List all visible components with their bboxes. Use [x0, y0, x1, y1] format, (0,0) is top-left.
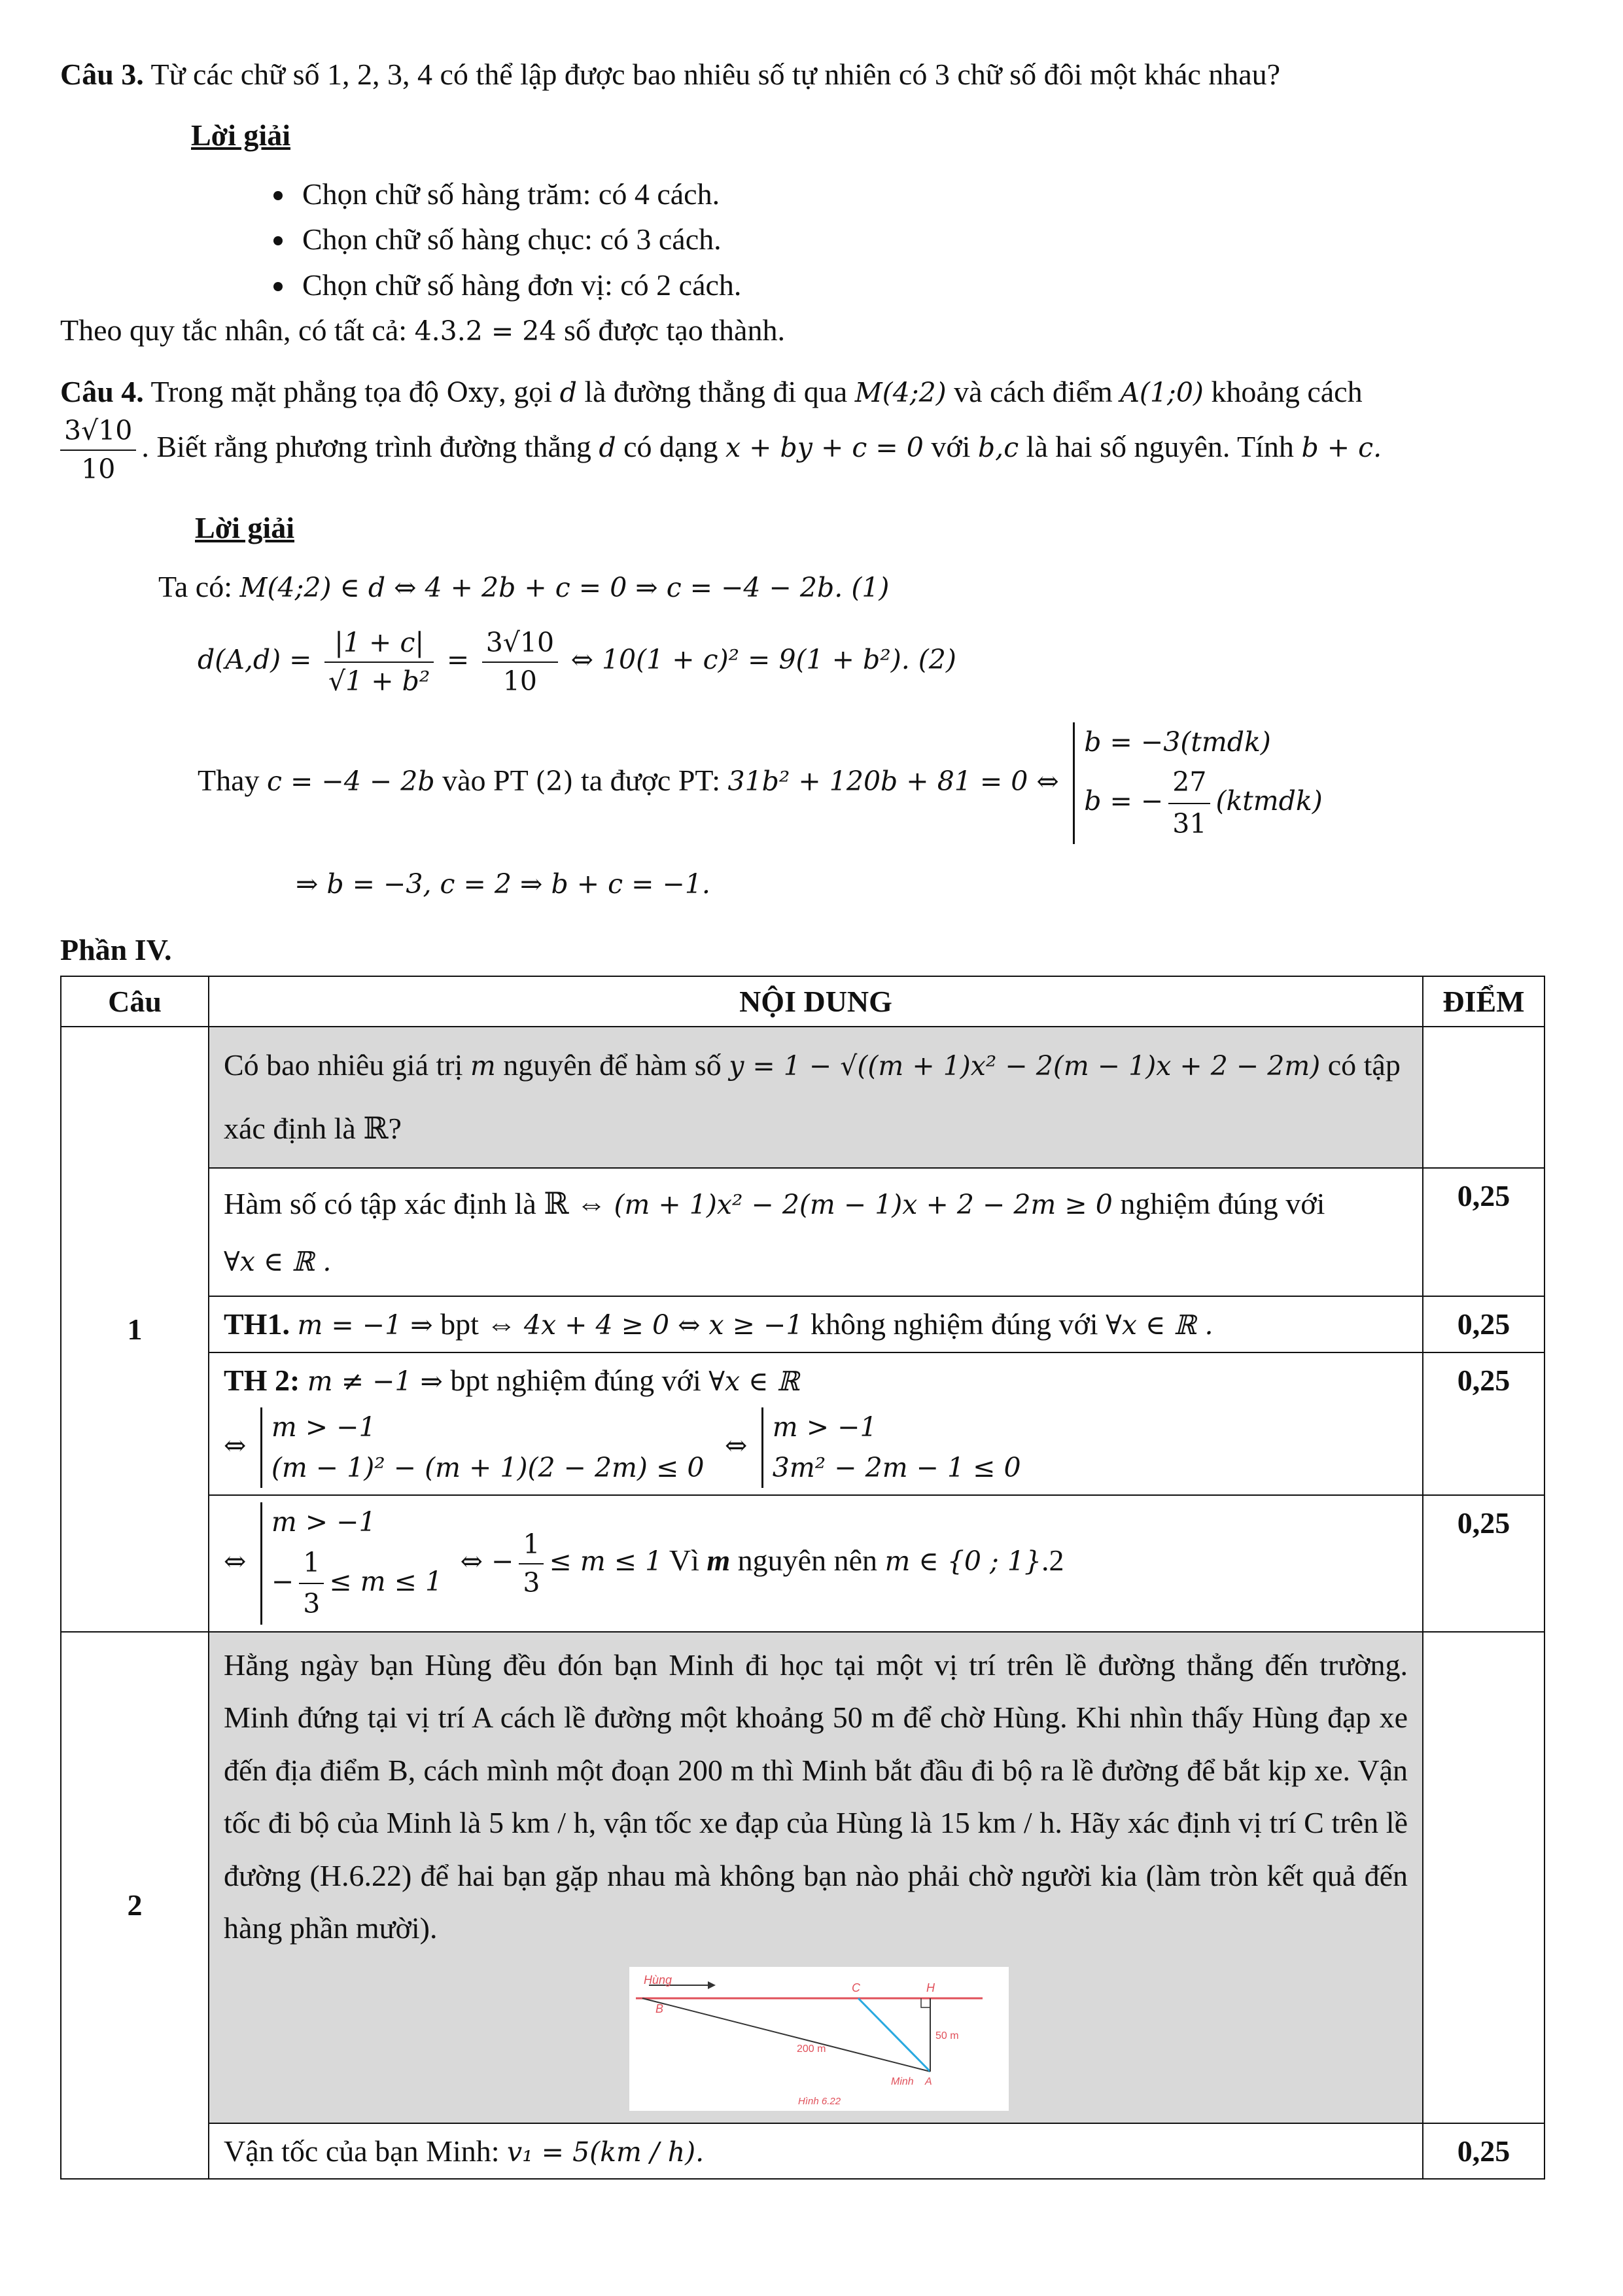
r2-text: Hằng ngày bạn Hùng đều đón bạn Minh đi học tại một vị trí trên lề đường thẳng đến trường. Minh đứng tại vị trí A cách lề đường một khoảng 50 m để chờ Hùng. Khi nhìn thấy Hùng đạp xe đến địa điểm B, cách mình một đoạn 200 m thì Minh bắt đầu đi bộ ra lề đường để bắt kịp xe. Vận tốc đi bộ của Minh là 5 km / h, vận tốc xe đạp của Hùng là 15 km / h. Hãy xác định vị trí C trên lề đường (H.6.22) để hai bạn gặp nhau mà không bạn nào phải chờ người kia (làm tròn kết quả đến hàng phần mười).	[224, 1648, 1408, 1945]
table-row	[61, 1495, 1544, 1632]
q4-solution-line-4	[296, 862, 1545, 904]
document-page	[60, 54, 1545, 2180]
q4-solution-line-3	[198, 722, 1545, 845]
q4-case: b = − $\frac{27}{31}$ (ktmdk)	[1084, 762, 1322, 844]
solution-label-q3: Lời giải	[191, 118, 290, 152]
question-number: 2	[61, 1632, 209, 2179]
r1-text: Có bao nhiêu giá trị	[224, 1048, 463, 1082]
q4-text: khoảng cách	[1211, 374, 1363, 408]
q4-text: Ta có:	[158, 569, 233, 603]
table-header-row	[61, 976, 1544, 1027]
label-a: A	[925, 2075, 932, 2087]
label-hung: Hùng	[644, 1973, 672, 1987]
r1-math: (m + 1)x² − 2(m − 1)x + 2 − 2m ≥ 0	[614, 1188, 1113, 1220]
q4-text: Thay	[198, 763, 260, 797]
q4-sum: b + c.	[1301, 432, 1382, 464]
q4-point-a: A(1;0)	[1120, 376, 1204, 408]
label-50m: 50 m	[935, 2030, 959, 2041]
r1-text: m	[707, 1544, 731, 1578]
table-row	[61, 1296, 1544, 1352]
q4-math: (2)	[535, 765, 574, 797]
r1-text: Hàm số có tập xác định là ℝ ⇔	[224, 1186, 606, 1220]
r1-text: bpt nghiệm đúng với	[450, 1363, 701, 1397]
r1-step-4: ⇔ m > −1 − $\frac{1}{3}$ ≤ m ≤ 1 ⇔ − $\frac{1}{3}$ ≤ m ≤ 1 Vì m nguyên nên m ∈ {0 ; 1}.2	[209, 1495, 1423, 1632]
section-title: Phần IV.	[60, 932, 172, 966]
list-item: • Chọn chữ số hàng chục: có 3 cách.	[296, 219, 1545, 260]
solution-label-q4: Lời giải	[195, 511, 294, 545]
r1-math: m = −1 ⇒	[297, 1309, 433, 1341]
q4-bc: b,c	[977, 432, 1019, 464]
q4-text: vào PT	[442, 763, 528, 797]
q3-conclusion-math: 4.3.2 = 24	[414, 315, 557, 347]
q4-math: ⇒ b = −3, c = 2 ⇒ b + c = −1.	[296, 868, 710, 900]
r1-system-2: m > −1 3m² − 2m − 1 ≤ 0	[761, 1407, 1021, 1488]
q4-math: M(4;2) ∈ d ⇔ 4 + 2b + c = 0 ⇒ c = −4 − 2b. (1)	[239, 571, 890, 603]
r1-step-2	[209, 1296, 1423, 1352]
r1-fraction: $\frac{1}{3}$	[519, 1526, 544, 1601]
r1-math: ≤ m ≤ 1	[549, 1545, 663, 1578]
label-minh: Minh	[891, 2075, 914, 2087]
q4-d: d	[599, 432, 616, 464]
r1-system-3: m > −1 − $\frac{1}{3}$ ≤ m ≤ 1	[260, 1502, 442, 1625]
list-item: • Chọn chữ số hàng đơn vị: có 2 cách.	[296, 264, 1545, 306]
question-3-label: Câu 3.	[60, 58, 144, 91]
r1-text: nghiệm đúng với	[1120, 1186, 1325, 1220]
q4-text: và cách điểm	[954, 374, 1113, 408]
score-cell: 0,25	[1423, 1296, 1544, 1352]
label-200m: 200 m	[797, 2043, 826, 2055]
q4-math: ⇔ 10(1 + c)² = 9(1 + b²). (2)	[570, 644, 956, 676]
q3-steps	[60, 173, 1545, 306]
r1-math: ∀x ∈ ℝ .	[1106, 1309, 1213, 1341]
score-cell	[1423, 1027, 1544, 1167]
q3-conclusion	[60, 309, 1545, 351]
q4-point-m: M(4;2)	[854, 376, 947, 408]
r2-prompt	[209, 1632, 1423, 2123]
q3-conclusion-post: số được tạo thành.	[563, 313, 785, 347]
r1-case-label: TH1.	[224, 1307, 290, 1341]
question-3	[60, 54, 1545, 95]
r2-math: v₁ = 5(km / h).	[507, 2136, 705, 2168]
column-header: Câu	[61, 976, 209, 1027]
q3-conclusion-text: Theo quy tắc nhân, có tất cả:	[60, 313, 408, 347]
table-row	[61, 1632, 1544, 2123]
r1-math: m	[470, 1050, 496, 1082]
r1-text: nguyên nên	[737, 1544, 878, 1578]
q4-math: d(A,d) =	[198, 644, 312, 676]
label-c: C	[852, 1981, 860, 1994]
r1-prompt	[209, 1027, 1423, 1167]
r1-text: có tập xác định là ℝ?	[224, 1048, 1401, 1146]
q4-text: ta được PT:	[580, 763, 720, 797]
figure-6-22	[629, 1967, 1009, 2111]
question-4-label: Câu 4.	[60, 374, 144, 408]
score-cell	[1423, 1632, 1544, 2123]
r1-system-1: m > −1 (m − 1)² − (m + 1)(2 − 2m) ≤ 0	[260, 1407, 705, 1488]
q4-math: c = −4 − 2b	[267, 765, 435, 797]
q4-text: với	[931, 430, 971, 464]
q4-line-form: x + by + c = 0	[725, 432, 924, 464]
q4-solution-line-1	[158, 566, 1545, 607]
r2-step-1	[209, 2123, 1423, 2179]
q4-math: 31b² + 120b + 81 = 0 ⇔	[727, 765, 1059, 797]
r1-case-label: TH 2:	[224, 1363, 300, 1397]
r2-text: Vận tốc của bạn Minh:	[224, 2134, 500, 2168]
list-item: • Chọn chữ số hàng trăm: có 4 cách.	[296, 173, 1545, 215]
r1-text: .2	[1041, 1544, 1064, 1578]
table-row	[61, 1168, 1544, 1297]
table-row	[61, 1352, 1544, 1495]
figure-caption: Hình 6.22	[798, 2095, 841, 2107]
r1-math: m ≠ −1 ⇒	[307, 1365, 443, 1397]
q4-text: . Biết rằng phương trình đường thẳng	[141, 430, 591, 464]
q4-text: có dạng	[623, 430, 718, 464]
q4-text: là hai số nguyên. Tính	[1026, 430, 1294, 464]
r1-systems: ⇔ m > −1 (m − 1)² − (m + 1)(2 − 2m) ≤ 0 ⇔ m > −1 3m² − 2m − 1 ≤ 0	[224, 1407, 1408, 1488]
q4-oxy: Oxy	[446, 376, 499, 408]
table-row	[61, 1027, 1544, 1167]
q4-solution-line-2	[198, 624, 1545, 699]
q4-distance-fraction: $\frac{3√10}{10}$	[60, 412, 136, 487]
r1-text: không nghiệm đúng với	[811, 1307, 1098, 1341]
question-3-text: Từ các chữ số 1, 2, 3, 4 có thể lập được bao nhiêu số tự nhiên có 3 chữ số đôi một khác nhau?	[150, 58, 1281, 91]
score-cell: 0,25	[1423, 1495, 1544, 1632]
r1-text: nguyên để hàm số	[503, 1048, 722, 1082]
r1-function: y = 1 − √((m + 1)x² − 2(m − 1)x + 2 − 2m)	[729, 1050, 1321, 1082]
label-b: B	[655, 2002, 664, 2015]
score-cell: 0,25	[1423, 1352, 1544, 1495]
q4-distance-value: $\frac{3√10}{10}$	[482, 624, 558, 699]
q4-d: d	[559, 376, 577, 408]
r1-math: m ∈ {0 ; 1}	[884, 1545, 1042, 1578]
q4-case: b = −3(tmdk)	[1084, 726, 1271, 758]
q4-text: là đường thẳng đi qua	[584, 374, 848, 408]
score-cell: 0,25	[1423, 2123, 1544, 2179]
q4-text: , gọi	[498, 374, 553, 408]
r1-math: ∀x ∈ ℝ	[708, 1365, 799, 1397]
label-h: H	[926, 1981, 935, 1994]
table-row	[61, 2123, 1544, 2179]
question-4	[60, 371, 1545, 488]
r1-text: Vì	[669, 1544, 699, 1578]
q4-case-fraction: $\frac{27}{31}$	[1168, 762, 1210, 844]
q4-distance-formula: $\frac{|1 + c|}{\text{√1 + b²}}$	[324, 624, 434, 699]
r1-math: ∀x ∈ ℝ .	[224, 1246, 332, 1278]
column-header: NỘI DUNG	[209, 976, 1423, 1027]
answer-table	[60, 976, 1545, 2180]
q4-text: Trong mặt phẳng tọa độ	[150, 374, 439, 408]
q4-case-bracket	[1073, 722, 1322, 845]
r1-text: bpt ⇔	[440, 1307, 517, 1341]
r1-step-3	[209, 1352, 1423, 1495]
column-header: ĐIỂM	[1423, 976, 1544, 1027]
score-cell: 0,25	[1423, 1168, 1544, 1297]
q4-math: =	[446, 644, 470, 676]
r1-math: 4x + 4 ≥ 0 ⇔ x ≥ −1	[523, 1309, 803, 1341]
r1-step-1	[209, 1168, 1423, 1297]
question-number: 1	[61, 1027, 209, 1631]
